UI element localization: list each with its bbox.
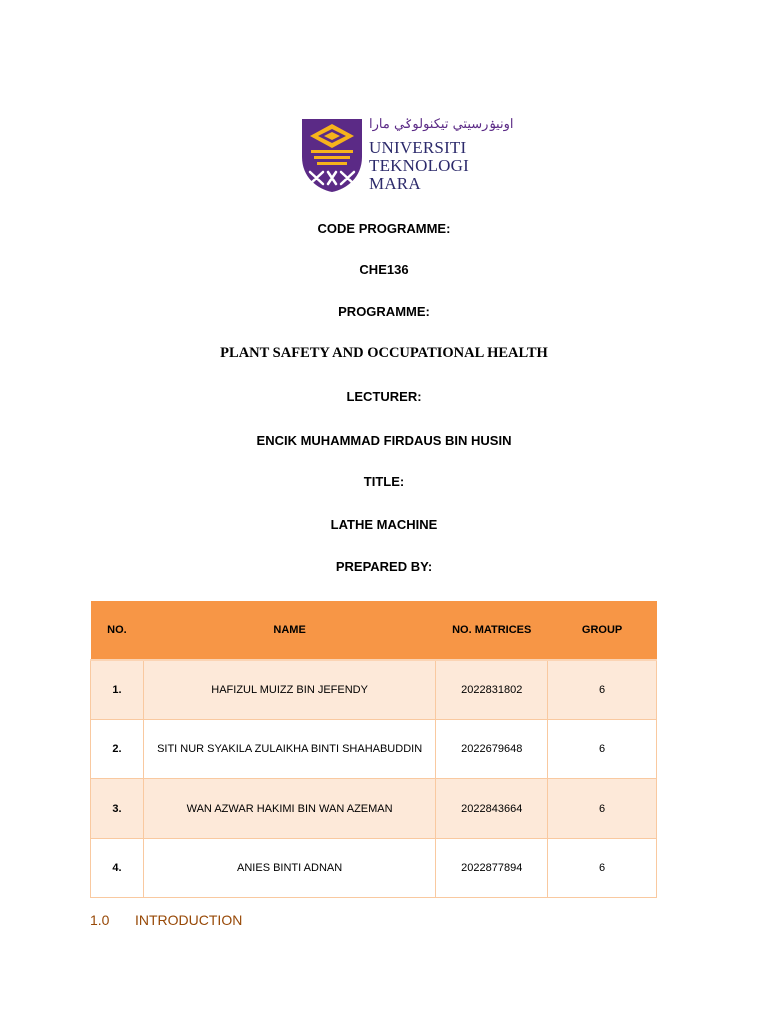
lecturer-value: ENCIK MUHAMMAD FIRDAUS BIN HUSIN <box>256 433 512 448</box>
table-row <box>91 779 657 839</box>
header-name: NAME <box>143 601 435 660</box>
section-number: 1.0 <box>90 912 110 928</box>
header-no: NO. <box>91 601 144 660</box>
title-value: LATHE MACHINE <box>330 517 438 532</box>
logo-wordmark-line-1: UNIVERSITI <box>369 138 467 157</box>
cell-no: 1. <box>91 660 144 720</box>
cell-matric: 2022679648 <box>436 720 548 779</box>
cell-name: SITI NUR SYAKILA ZULAIKHA BINTI SHAHABUDDIN <box>143 720 435 779</box>
cell-no: 2. <box>91 720 144 779</box>
section-title: INTRODUCTION <box>135 912 243 928</box>
programme-value: PLANT SAFETY AND OCCUPATIONAL HEALTH <box>220 345 548 361</box>
code-programme-value: CHE136 <box>359 262 409 277</box>
logo-wordmark-line-2: TEKNOLOGI <box>369 156 469 175</box>
cell-name: WAN AZWAR HAKIMI BIN WAN AZEMAN <box>143 779 435 839</box>
cell-matric: 2022843664 <box>436 779 548 839</box>
cell-matric: 2022877894 <box>436 839 548 898</box>
cell-matric: 2022831802 <box>436 660 548 720</box>
group-members-table <box>90 601 657 898</box>
title-label: TITLE: <box>363 474 405 489</box>
table-row <box>91 839 657 898</box>
table-header-row <box>91 601 657 660</box>
cell-no: 4. <box>91 839 144 898</box>
cell-name: HAFIZUL MUIZZ BIN JEFENDY <box>143 660 435 720</box>
header-group: GROUP <box>548 601 657 660</box>
uitm-crest-icon <box>301 117 363 193</box>
cell-name: ANIES BINTI ADNAN <box>143 839 435 898</box>
section-heading-introduction <box>90 912 242 928</box>
header-matric: NO. MATRICES <box>436 601 548 660</box>
cell-no: 3. <box>91 779 144 839</box>
logo-wordmark-line-3: MARA <box>369 174 421 193</box>
cell-group: 6 <box>548 720 657 779</box>
uitm-logo <box>301 117 514 193</box>
table-row <box>91 660 657 720</box>
code-programme-label: CODE PROGRAMME: <box>317 221 451 236</box>
cell-group: 6 <box>548 660 657 720</box>
table-row <box>91 720 657 779</box>
logo-jawi-text: اونيۏرسيتي تيكنولوݢي مارا <box>369 117 514 132</box>
prepared-by-label: PREPARED BY: <box>335 559 433 574</box>
cell-group: 6 <box>548 839 657 898</box>
programme-label: PROGRAMME: <box>338 304 430 319</box>
lecturer-label: LECTURER: <box>346 389 422 404</box>
cell-group: 6 <box>548 779 657 839</box>
